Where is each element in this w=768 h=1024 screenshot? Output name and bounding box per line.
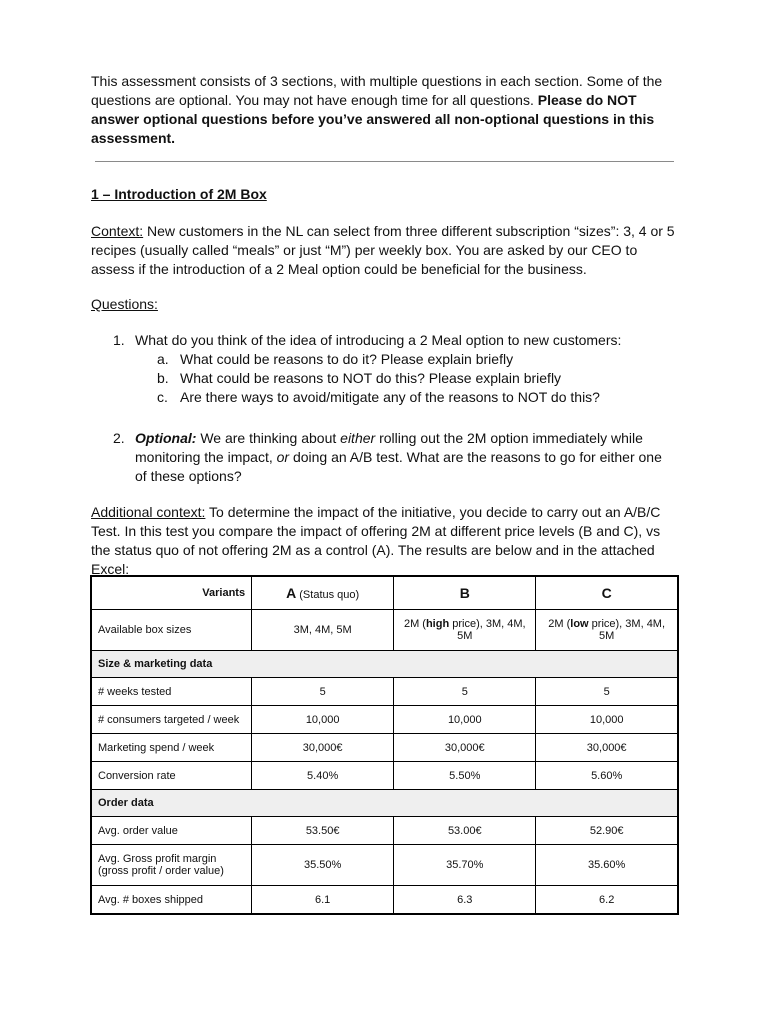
cell-b: 35.70% — [394, 845, 536, 886]
table-section-row — [91, 790, 678, 817]
q2-part-1: We are thinking about — [196, 430, 341, 446]
cell-b: 6.3 — [394, 886, 536, 915]
cell-a: 5.40% — [252, 762, 394, 790]
q2-part-2: rolling out the 2M option immediately while monitoring the impact, — [135, 430, 643, 465]
cell-b: 10,000 — [394, 706, 536, 734]
intro-paragraph — [91, 70, 681, 148]
row-label: # consumers targeted / week — [91, 706, 252, 734]
cell-a: 10,000 — [252, 706, 394, 734]
cell-b — [394, 610, 536, 651]
cell-c-pre: 2M ( — [548, 618, 571, 630]
section-label: Size & marketing data — [91, 651, 678, 678]
intro-bold-text: Please do NOT answer optional questions before you’ve answered all non-optional questions in this assessment. — [91, 92, 655, 146]
question-1a-text: What could be reasons to do it? Please explain briefly — [180, 351, 514, 367]
row-label: Available box sizes — [91, 610, 252, 651]
cell-c-post: price), 3M, 4M, 5M — [588, 618, 666, 642]
cell-a: 30,000€ — [252, 734, 394, 762]
cell-c: 6.2 — [536, 886, 678, 915]
q2-or: or — [276, 449, 290, 465]
cell-c: 35.60% — [536, 845, 678, 886]
header-variants: Variants — [91, 576, 252, 610]
question-1a-letter: a. — [157, 351, 169, 367]
cell-b: 5 — [394, 678, 536, 706]
cell-b-pre: 2M ( — [403, 618, 426, 630]
cell-c: 10,000 — [536, 706, 678, 734]
cell-a: 6.1 — [252, 886, 394, 915]
table-row — [91, 706, 678, 734]
table-header-row — [91, 576, 678, 610]
question-2-text — [135, 429, 675, 486]
table-row — [91, 678, 678, 706]
cell-c: 30,000€ — [536, 734, 678, 762]
row-label: Avg. # boxes shipped — [91, 886, 252, 915]
context-label: Context: — [91, 223, 144, 239]
header-b-label: B — [459, 585, 470, 601]
cell-a: 53.50€ — [252, 817, 394, 845]
additional-context-text: To determine the impact of the initiative, you decide to carry out an A/B/C Test. In this test you compare the impact of offering 2M at different price levels (B and C), vs the status quo of not offering 2M as a control (A). The results are below and in the attached Excel: — [91, 504, 661, 577]
row-label — [91, 845, 252, 886]
additional-context-paragraph — [91, 503, 683, 579]
table-row — [91, 610, 678, 651]
table-row — [91, 762, 678, 790]
q2-either: either — [340, 430, 376, 446]
cell-a: 3M, 4M, 5M — [252, 610, 394, 651]
cell-a: 35.50% — [252, 845, 394, 886]
cell-c: 52.90€ — [536, 817, 678, 845]
context-paragraph — [91, 222, 683, 279]
row-label: Conversion rate — [91, 762, 252, 790]
horizontal-rule — [95, 161, 674, 162]
row-label-line-2: (gross profit / order value) — [98, 865, 224, 877]
table-row — [91, 886, 678, 915]
row-label: Avg. order value — [91, 817, 252, 845]
results-table — [90, 575, 679, 915]
header-c-label: C — [601, 585, 612, 601]
row-label: Marketing spend / week — [91, 734, 252, 762]
cell-b: 53.00€ — [394, 817, 536, 845]
cell-c — [536, 610, 678, 651]
question-1b-text: What could be reasons to NOT do this? Please explain briefly — [180, 370, 562, 386]
question-1-text: What do you think of the idea of introducing a 2 Meal option to new customers: — [135, 332, 622, 348]
row-label: # weeks tested — [91, 678, 252, 706]
cell-c-bold: low — [570, 618, 589, 630]
context-text: New customers in the NL can select from three different subscription “sizes”: 3, 4 or 5 recipes (usually called “meals” or just “M”) per weekly box. You are asked by our CEO to assess if the introduction of a 2 Meal option could be beneficial for the business. — [91, 223, 675, 277]
cell-a: 5 — [252, 678, 394, 706]
header-b — [394, 576, 536, 610]
optional-label: Optional: — [135, 430, 197, 446]
table-row — [91, 817, 678, 845]
cell-b-bold: high — [425, 618, 450, 630]
section-label: Order data — [91, 790, 678, 817]
table-row — [91, 845, 678, 886]
q2-part-3: doing an A/B test. What are the reasons to go for either one of these options? — [135, 449, 662, 484]
cell-b-post: price), 3M, 4M, 5M — [449, 618, 526, 642]
question-2-number: 2. — [113, 430, 125, 446]
intro-text: This assessment consists of 3 sections, with multiple questions in each section. Some of the questions are optional. You may not have enough time for all questions. — [91, 73, 663, 108]
header-a — [252, 576, 394, 610]
table-section-row — [91, 651, 678, 678]
question-1c-text: Are there ways to avoid/mitigate any of the reasons to NOT do this? — [180, 389, 600, 405]
table-row — [91, 734, 678, 762]
row-label-line-1: Avg. Gross profit margin — [98, 853, 217, 865]
cell-b: 30,000€ — [394, 734, 536, 762]
section-heading: 1 – Introduction of 2M Box — [91, 186, 267, 202]
questions-label: Questions: — [91, 296, 158, 312]
cell-b: 5.50% — [394, 762, 536, 790]
header-c — [536, 576, 678, 610]
question-1c-letter: c. — [157, 389, 168, 405]
question-1-number: 1. — [113, 332, 125, 348]
additional-context-label: Additional context: — [91, 504, 206, 520]
header-a-label: A — [286, 585, 297, 601]
cell-c: 5.60% — [536, 762, 678, 790]
cell-c: 5 — [536, 678, 678, 706]
question-1b-letter: b. — [157, 370, 169, 386]
header-a-sub: (Status quo) — [299, 589, 360, 601]
